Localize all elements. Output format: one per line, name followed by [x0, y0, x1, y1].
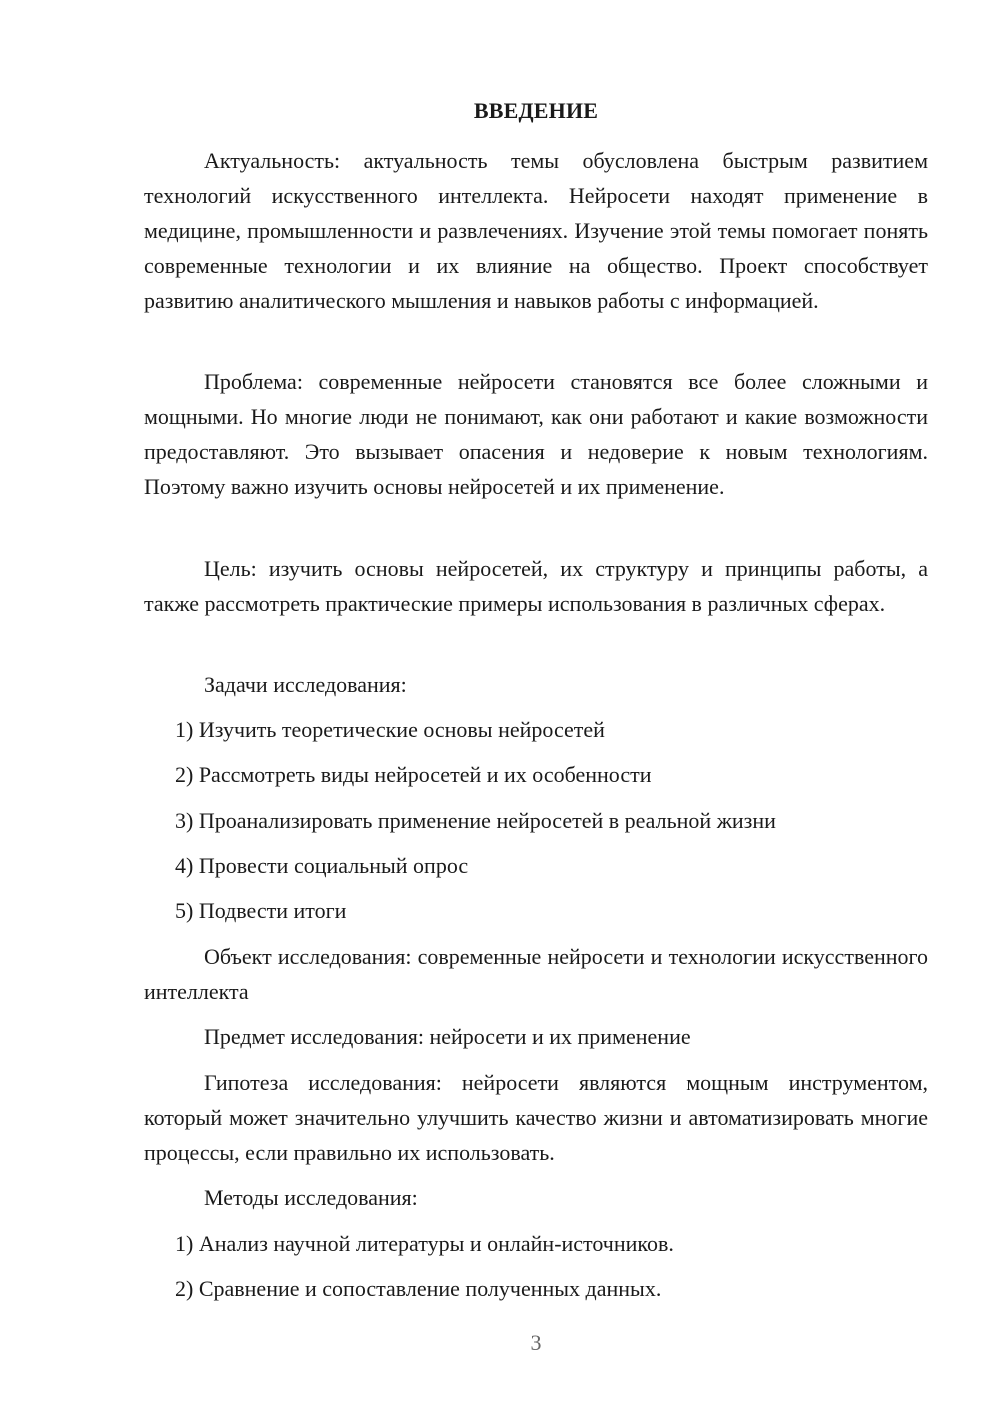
- task-item: 5) Подвести итоги: [175, 898, 347, 923]
- task-item: 1) Изучить теоретические основы нейросетей: [175, 717, 605, 742]
- method-item: 2) Сравнение и сопоставление полученных данных.: [175, 1276, 662, 1301]
- page-title-text: ВВЕДЕНИЕ: [473, 98, 599, 123]
- methods-label: Методы исследования:: [204, 1185, 418, 1210]
- method-item: 1) Анализ научной литературы и онлайн-источников.: [175, 1231, 674, 1256]
- task-item: 3) Проанализировать применение нейросетей в реальной жизни: [175, 808, 776, 833]
- subject-paragraph: Предмет исследования: нейросети и их применение: [204, 1024, 691, 1049]
- object-paragraph: Объект исследования: современные нейросети и технологии искусственного интеллекта: [144, 944, 928, 1004]
- task-item: 2) Рассмотреть виды нейросетей и их особенности: [175, 762, 652, 787]
- relevance-paragraph: Актуальность: актуальность темы обусловлена быстрым развитием технологий искусственного интеллекта. Нейросети находят применение в медицине, промышленности и развлечениях. Изучение этой темы помогает понять современные технологии и их влияние на общество. Проект способствует развитию аналитического мышления и навыков работы с информацией.: [144, 148, 928, 313]
- task-item: 4) Провести социальный опрос: [175, 853, 469, 878]
- tasks-label: Задачи исследования:: [204, 672, 407, 697]
- page-title: [0, 96, 1000, 126]
- goal-paragraph: Цель: изучить основы нейросетей, их структуру и принципы работы, а также рассмотреть практические примеры использования в различных сферах.: [144, 556, 928, 616]
- problem-paragraph: Проблема: современные нейросети становятся все более сложными и мощными. Но многие люди не понимают, как они работают и какие возможности предоставляют. Это вызывает опасения и недоверие к новым технологиям. Поэтому важно изучить основы нейросетей и их применение.: [144, 369, 928, 499]
- hypothesis-paragraph: Гипотеза исследования: нейросети являются мощным инструментом, который может значительно улучшить качество жизни и автоматизировать многие процессы, если правильно их использовать.: [144, 1070, 928, 1165]
- page-number: 3: [530, 1330, 542, 1355]
